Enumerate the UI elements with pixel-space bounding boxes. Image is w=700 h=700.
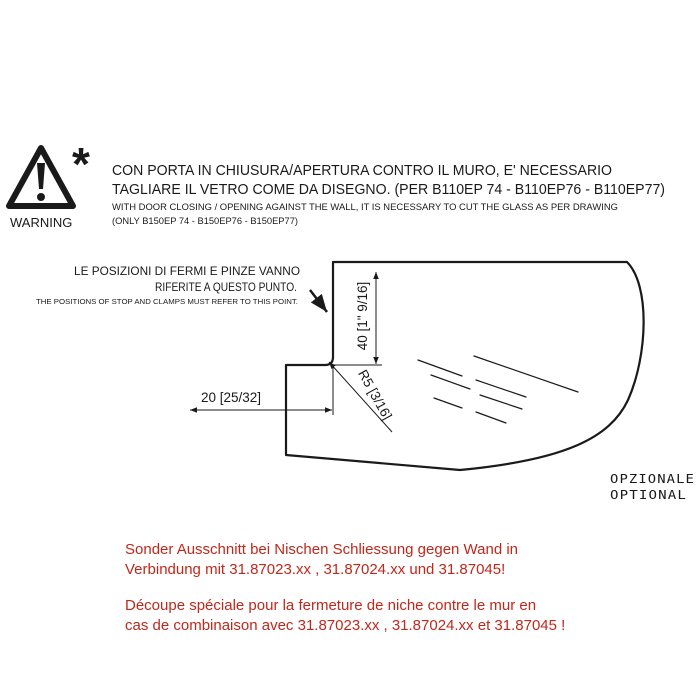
- header-english-line-2: (ONLY B150EP 74 - B150EP76 - B150EP77): [112, 216, 298, 226]
- warning-label: WARNING: [10, 215, 73, 230]
- french-note: [125, 596, 685, 636]
- glass-outline: [286, 262, 644, 470]
- reference-arrow: [310, 290, 327, 312]
- radius-dimension-label: R5 [3/16]: [355, 367, 395, 423]
- horizontal-dimension-label: 20 [25/32]: [201, 390, 262, 405]
- german-note-line-1: Sonder Ausschnitt bei Nischen Schliessung gegen Wand in: [125, 541, 519, 558]
- french-note-line-2: cas de combinaison avec 31.87023.xx , 31.87024.xx et 31.87045 !: [125, 617, 566, 634]
- header-italian-line-1: CON PORTA IN CHIUSURA/APERTURA CONTRO IL MURO, E' NECESSARIO: [112, 163, 612, 179]
- header-italian-line-2: TAGLIARE IL VETRO COME DA DISEGNO. (PER B110EP 74 - B110EP76 - B110EP77): [112, 182, 665, 198]
- vertical-dimension-label: 40 [1" 9/16]: [355, 281, 370, 351]
- reference-note-line-1: LE POSIZIONI DI FERMI E PINZE VANNO: [74, 264, 300, 278]
- optional-label-italian: OPZIONALE: [610, 471, 695, 486]
- header-english-line-1: WITH DOOR CLOSING / OPENING AGAINST THE WALL, IT IS NECESSARY TO CUT THE GLASS AS PER DRAWING: [112, 202, 618, 212]
- german-note: [125, 540, 685, 580]
- german-note-line-2: Verbindung mit 31.87023.xx , 31.87024.xx und 31.87045!: [125, 561, 506, 578]
- glass-reflection-lines: [418, 356, 578, 423]
- french-note-line-1: Découpe spéciale pour la fermeture de niche contre le mur en: [125, 597, 537, 614]
- reference-note-line-3: THE POSITIONS OF STOP AND CLAMPS MUST REFER TO THIS POINT.: [36, 297, 298, 306]
- asterisk-mark: *: [72, 138, 90, 190]
- warning-triangle-icon: [9, 148, 73, 206]
- optional-label-english: OPTIONAL: [610, 487, 687, 502]
- reference-note-line-2: RIFERITE A QUESTO PUNTO.: [155, 280, 297, 294]
